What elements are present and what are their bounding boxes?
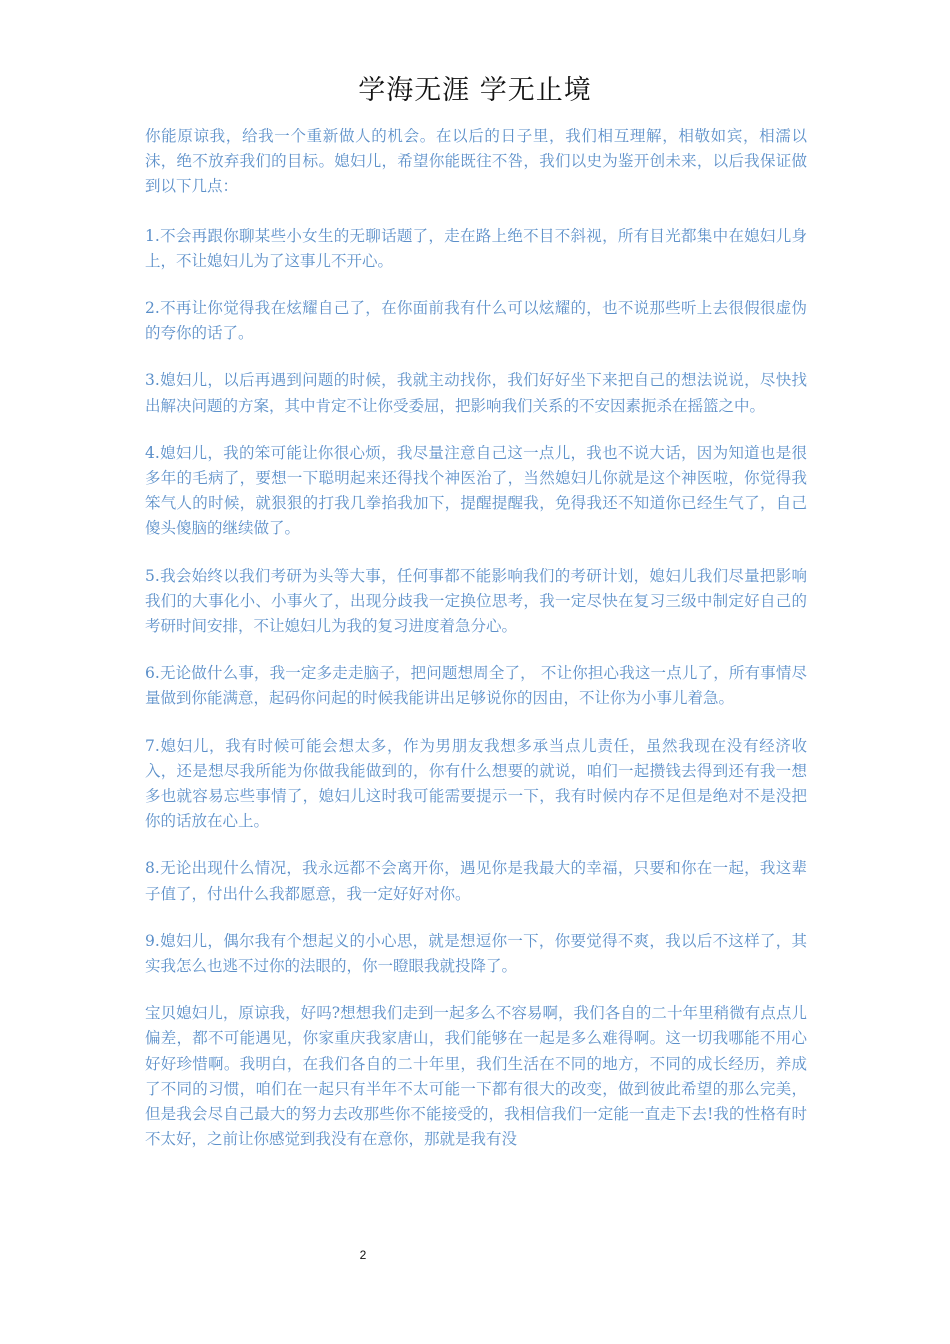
page-number: 2 (359, 1248, 367, 1262)
page-header-title: 学海无涯 学无止境 (358, 75, 592, 106)
document-body (145, 124, 807, 1175)
paragraph-item-2: 2.不再让你觉得我在炫耀自己了，在你面前我有什么可以炫耀的，也不说那些听上去很假很虚伪的夸你的话了。 (145, 299, 807, 343)
paragraph-intro: 你能原谅我，给我一个重新做人的机会。在以后的日子里，我们相互理解，相敬如宾，相濡以沫，绝不放弃我们的目标。媳妇儿，希望你能既往不咎，我们以史为鉴开创未来，以后我保证做到以下几点： (145, 127, 807, 196)
paragraph-item-1: 1.不会再跟你聊某些小女生的无聊话题了，走在路上绝不目不斜视，所有目光都集中在媳妇儿身上，不让媳妇儿为了这事儿不开心。 (145, 226, 807, 270)
paragraph-closing: 宝贝媳妇儿，原谅我，好吗?想想我们走到一起多么不容易啊，我们各自的二十年里稍微有点点儿偏差，都不可能遇见，你家重庆我家唐山，我们能够在一起是多么难得啊。这一切我哪能不用心好好珍惜啊。我明白，在我们各自的二十年里，我们生活在不同的地方，不同的成长经历，养成了不同的习惯，咱们在一起只有半年不太可能一下都有很大的改变，做到彼此希望的那么完美，但是我会尽自己最大的努力去改那些你不能接受的，我相信我们一定能一直走下去!我的性格有时不太好，之前让你感觉到我没有在意你，那就是我有没 (145, 1004, 807, 1149)
paragraph-item-8: 8.无论出现什么情况，我永远都不会离开你，遇见你是我最大的幸福，只要和你在一起，我这辈子值了，付出什么我都愿意，我一定好好对你。 (145, 859, 807, 903)
paragraph-item-4: 4.媳妇儿，我的笨可能让你很心烦，我尽量注意自己这一点儿，我也不说大话，因为知道也是很多年的毛病了，要想一下聪明起来还得找个神医治了，当然媳妇儿你就是这个神医啦，你觉得我笨气人的时候，就狠狠的打我几拳掐我加下，提醒提醒我，免得我还不知道你已经生气了，自己傻头傻脑的继续做了。 (145, 443, 807, 538)
paragraph-item-5: 5.我会始终以我们考研为头等大事，任何事都不能影响我们的考研计划，媳妇儿我们尽量把影响我们的大事化小、小事火了，出现分歧我一定换位思考，我一定尽快在复习三级中制定好自己的考研时间安排，不让媳妇儿为我的复习进度着急分心。 (145, 566, 807, 636)
paragraph-item-3: 3.媳妇儿，以后再遇到问题的时候，我就主动找你，我们好好坐下来把自己的想法说说，尽快找出解决问题的方案，其中肯定不让你受委屈，把影响我们关系的不安因素扼杀在摇篮之中。 (145, 371, 807, 415)
paragraph-item-7: 7.媳妇儿，我有时候可能会想太多，作为男朋友我想多承当点儿责任，虽然我现在没有经济收入，还是想尽我所能为你做我能做到的，你有什么想要的就说，咱们一起攒钱去得到还有我一想多也就容易忘些事情了，媳妇儿这时我可能需要提示一下，我有时候内存不足但是绝对不是没把你的话放在心上。 (145, 736, 807, 831)
paragraph-item-9: 9.媳妇儿，偶尔我有个想起义的小心思，就是想逗你一下，你要觉得不爽，我以后不这样了，其实我怎么也逃不过你的法眼的，你一瞪眼我就投降了。 (145, 931, 807, 976)
paragraph-item-6: 6.无论做什么事，我一定多走走脑子，把问题想周全了， 不让你担心我这一点儿了，所有事情尽量做到你能满意，起码你问起的时候我能讲出足够说你的因由，不让你为小事儿着急。 (145, 664, 807, 708)
